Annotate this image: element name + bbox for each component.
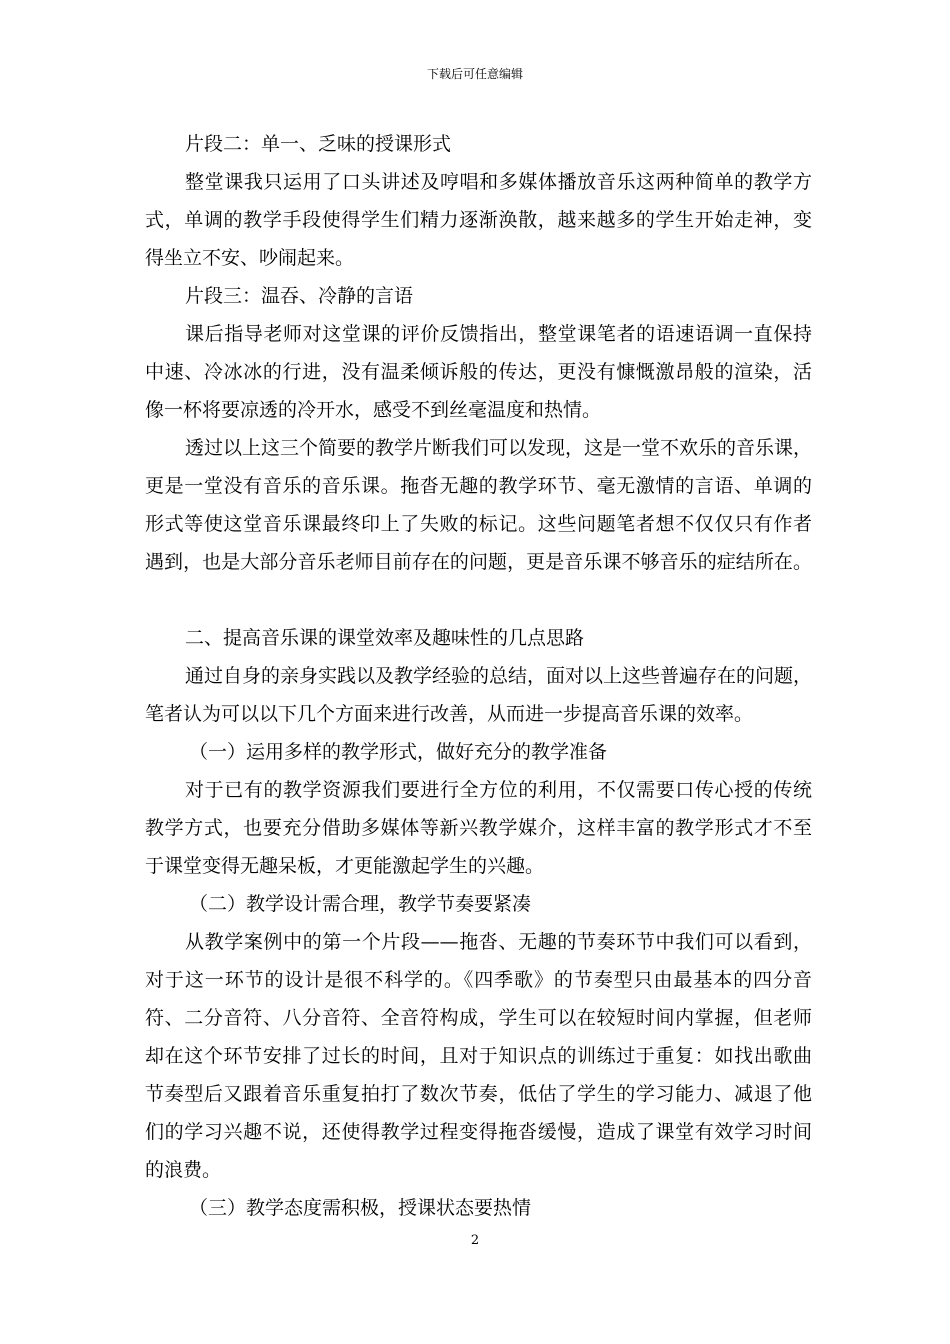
paragraph-line: 透过以上这三个简要的教学片断我们可以发现，这是一堂不欢乐的音乐课， [185,437,813,459]
paragraph-line: 对于这一环节的设计是很不科学的。《四季歌》的节奏型只由最基本的四分音 [145,969,812,991]
paragraph-line: 课后指导老师对这堂课的评价反馈指出，整堂课笔者的语速语调一直保持 [185,323,812,345]
paragraph-line: 从教学案例中的第一个片段——拖沓、无趣的节奏环节中我们可以看到， [185,931,812,953]
section-heading-fragment-3: 片段三：温吞、冷静的言语 [185,285,414,307]
blank-line [145,581,812,619]
paragraph-line: 对于已有的教学资源我们要进行全方位的利用，不仅需要口传心授的传统 [185,779,812,801]
page-header: 下载后可任意编辑 [426,67,523,81]
paragraph-line: 符、二分音符、八分音符、全音符构成，学生可以在较短时间内掌握，但老师 [145,1007,812,1029]
subsection-heading-1: （一）运用多样的教学形式，做好充分的教学准备 [189,741,608,763]
paragraph-line: 式，单调的教学手段使得学生们精力逐渐涣散，越来越多的学生开始走神，变 [145,209,812,231]
paragraph-line: 形式等使这堂音乐课最终印上了失败的标记。这些问题笔者想不仅仅只有作者 [145,513,812,535]
paragraph-line: 遇到，也是大部分音乐老师目前存在的问题，更是音乐课不够音乐的症结所在。 [145,551,812,573]
paragraph-line: 节奏型后又跟着音乐重复拍打了数次节奏，低估了学生的学习能力、减退了他 [145,1083,812,1105]
page-number: 2 [470,1233,480,1248]
paragraph-line: 中速、冷冰冰的行进，没有温柔倾诉般的传达，更没有慷慨激昂般的渲染，活 [145,361,812,383]
paragraph-line: 像一杯将要凉透的冷开水，感受不到丝毫温度和热情。 [145,399,602,421]
paragraph-line: 整堂课我只运用了口头讲述及哼唱和多媒体播放音乐这两种简单的教学方 [185,171,812,193]
paragraph-line: 得坐立不安、吵闹起来。 [145,247,355,269]
section-heading-2: 二、提高音乐课的课堂效率及趣味性的几点思路 [185,627,585,649]
subsection-heading-2: （二）教学设计需合理，教学节奏要紧凑 [189,893,532,915]
paragraph-line: 通过自身的亲身实践以及教学经验的总结，面对以上这些普遍存在的问题， [185,665,813,687]
paragraph-line: 却在这个环节安排了过长的时间，且对于知识点的训练过于重复：如找出歌曲 [145,1045,812,1067]
section-heading-fragment-2: 片段二：单一、乏味的授课形式 [185,133,452,155]
subsection-heading-3: （三）教学态度需积极，授课状态要热情 [189,1197,532,1219]
paragraph-line: 笔者认为可以以下几个方面来进行改善，从而进一步提高音乐课的效率。 [145,703,754,725]
paragraph-line: 于课堂变得无趣呆板，才更能激起学生的兴趣。 [145,855,545,877]
paragraph-line: 更是一堂没有音乐的音乐课。拖沓无趣的教学环节、毫无激情的言语、单调的 [145,475,812,497]
paragraph-line: 教学方式，也要充分借助多媒体等新兴教学媒介，这样丰富的教学形式才不至 [145,817,812,839]
paragraph-line: 的浪费。 [145,1159,222,1181]
paragraph-line: 们的学习兴趣不说，还使得教学过程变得拖沓缓慢，造成了课堂有效学习时间 [145,1121,812,1143]
document-body [145,125,812,1227]
